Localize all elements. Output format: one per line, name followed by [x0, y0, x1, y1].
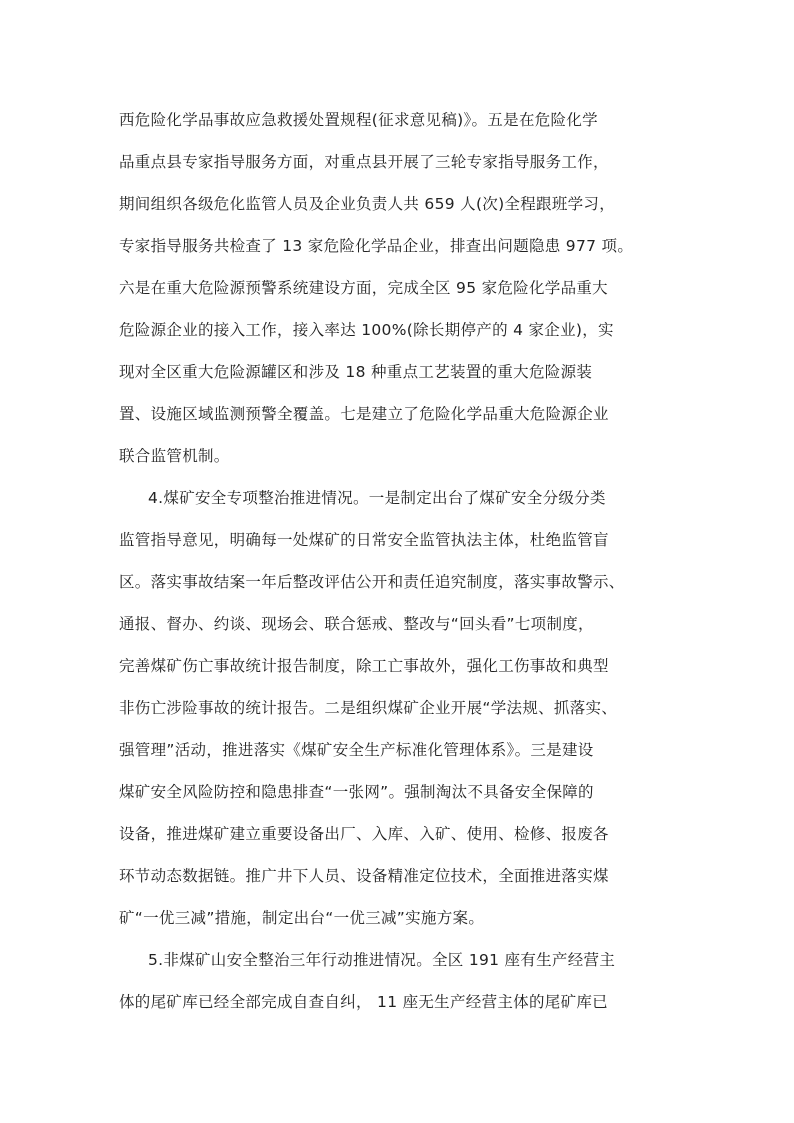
text-line: 区。落实事故结案一年后整改评估公开和责任追究制度，落实事故警示、 — [119, 573, 625, 591]
section-heading-line: 4.煤矿安全专项整治推进情况。一是制定出台了煤矿安全分级分类 — [148, 489, 606, 507]
text-line: 环节动态数据链。推广井下人员、设备精准定位技术，全面推进落实煤 — [119, 867, 609, 885]
text-line: 通报、督办、约谈、现场会、联合惩戒、整改与“回头看”七项制度， — [119, 615, 594, 633]
text-line: 危险源企业的接入工作，接入率达 100%(除长期停产的 4 家企业)，实 — [119, 321, 614, 339]
text-line: 非伤亡涉险事故的统计报告。二是组织煤矿企业开展“学法规、抓落实、 — [119, 699, 618, 717]
text-line: 置、设施区域监测预警全覆盖。七是建立了危险化学品重大危险源企业 — [119, 405, 609, 423]
text-line: 强管理”活动，推进落实《煤矿安全生产标准化管理体系》。三是建设 — [119, 741, 594, 759]
text-line: 期间组织各级危化监管人员及企业负责人共 659 人(次)全程跟班学习， — [119, 195, 616, 213]
text-line: 矿“一优三减”措施，制定出台“一优三减”实施方案。 — [119, 909, 485, 927]
text-line: 现对全区重大危险源罐区和涉及 18 种重点工艺装置的重大危险源装 — [119, 363, 593, 381]
text-line: 专家指导服务共检查了 13 家危险化学品企业，排查出问题隐患 977 项。 — [119, 237, 634, 255]
text-line: 煤矿安全风险防控和隐患排查“一张网”。强制淘汰不具备安全保障的 — [119, 783, 594, 801]
text-line: 完善煤矿伤亡事故统计报告制度，除工亡事故外，强化工伤事故和典型 — [119, 657, 609, 675]
text-line: 设备，推进煤矿建立重要设备出厂、入库、入矿、使用、检修、报废各 — [119, 825, 609, 843]
text-line: 品重点县专家指导服务方面，对重点县开展了三轮专家指导服务工作， — [119, 153, 609, 171]
section-heading-line: 5.非煤矿山安全整治三年行动推进情况。全区 191 座有生产经营主 — [148, 951, 616, 969]
text-line: 联合监管机制。 — [119, 447, 230, 465]
text-line: 西危险化学品事故应急救援处置规程(征求意见稿)》。五是在危险化学 — [119, 111, 598, 129]
text-line: 体的尾矿库已经全部完成自查自纠， 11 座无生产经营主体的尾矿库已 — [119, 993, 608, 1011]
text-line: 监管指导意见，明确每一处煤矿的日常安全监管执法主体，杜绝监管盲 — [119, 531, 609, 549]
text-line: 六是在重大危险源预警系统建设方面，完成全区 95 家危险化学品重大 — [119, 279, 608, 297]
